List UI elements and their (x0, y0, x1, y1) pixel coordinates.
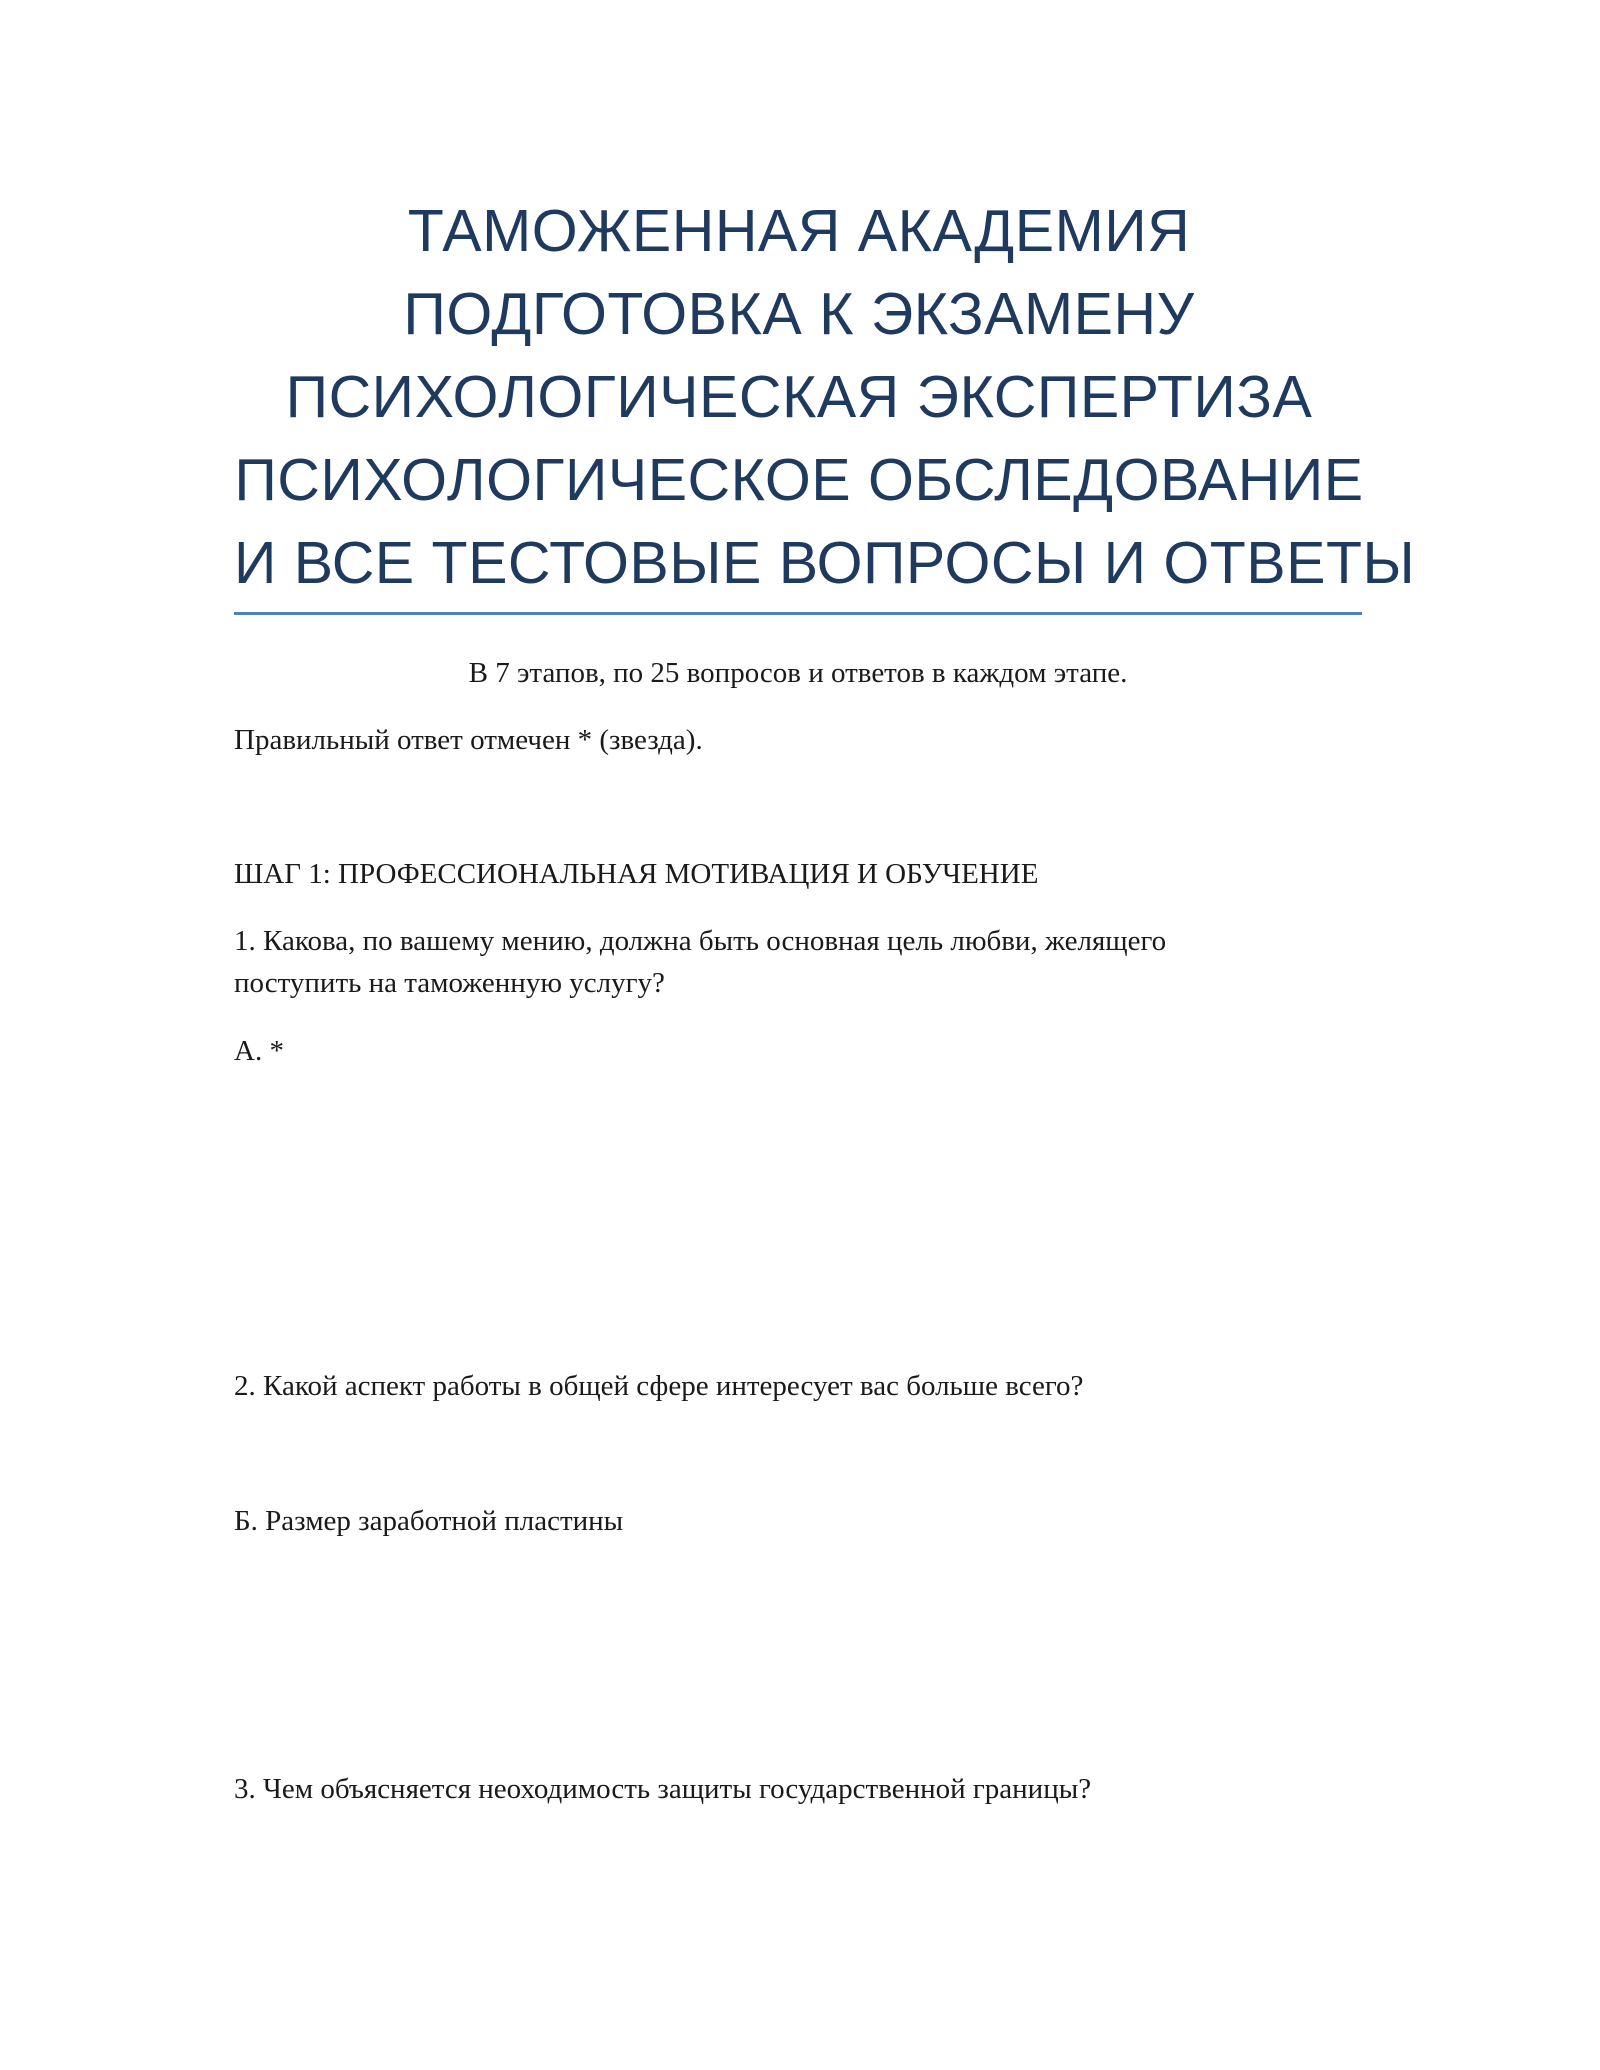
title-line: ПОДГОТОВКА К ЭКЗАМЕНУ (403, 281, 1195, 347)
title-line: ПСИХОЛОГИЧЕСКАЯ ЭКСПЕРТИЗА (285, 364, 1313, 430)
question-1-line-2: поступить на таможенную услугу? (234, 967, 665, 999)
answer-option: А. * (234, 1035, 284, 1067)
document-title (234, 190, 1416, 605)
question-1-line-1: 1. Какова, по вашему мению, должна быть основная цель любви, желящего (234, 925, 1167, 957)
intro-note: Правильный ответ отмечен * (звезда). (234, 724, 703, 756)
title-line: ПСИХОЛОГИЧЕСКОЕ ОБСЛЕДОВАНИЕ (234, 447, 1364, 513)
title-line: ТАМОЖЕННАЯ АКАДЕМИЯ (407, 198, 1191, 264)
step-heading: ШАГ 1: ПРОФЕССИОНАЛЬНАЯ МОТИВАЦИЯ И ОБУЧЕНИЕ (234, 858, 1039, 890)
title-line: И ВСЕ ТЕСТОВЫЕ ВОПРОСЫ И ОТВЕТЫ (234, 530, 1416, 596)
question-3: 3. Чем объясняется неоходимость защиты государственной границы? (234, 1773, 1092, 1805)
intro-summary: В 7 этапов, по 25 вопросов и ответов в каждом этапе. (468, 657, 1128, 689)
title-underline-divider (234, 612, 1362, 615)
question-2: 2. Какой аспект работы в общей сфере интересует вас больше всего? (234, 1370, 1084, 1402)
answer-option: Б. Размер заработной пластины (234, 1505, 624, 1537)
